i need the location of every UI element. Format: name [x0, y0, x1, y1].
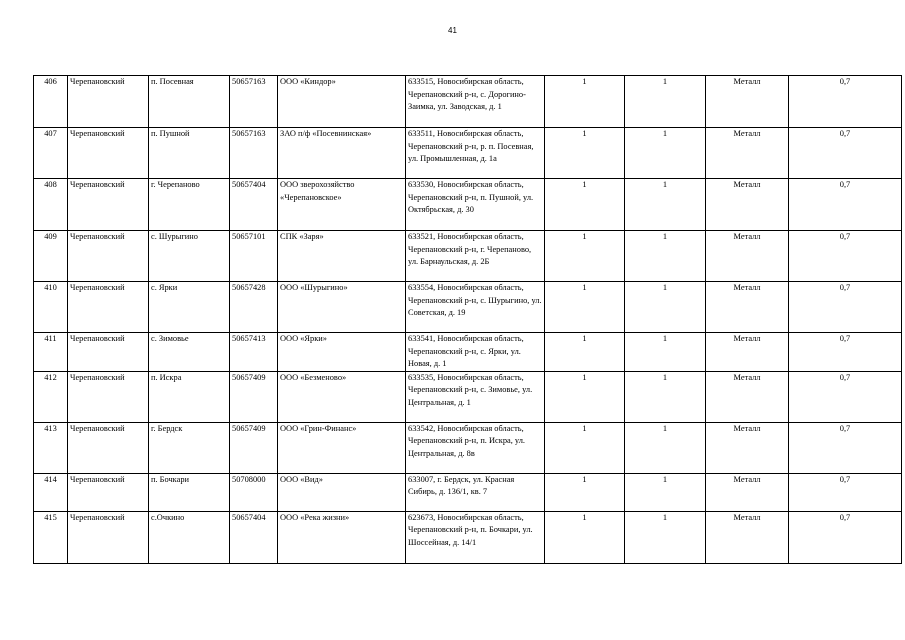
organization-cell: ООО «Киндор» [278, 76, 406, 128]
material-cell: Металл [706, 282, 789, 333]
row-number: 414 [34, 473, 68, 511]
table-row [34, 473, 902, 511]
quantity-1-cell: 1 [545, 282, 625, 333]
table-row [34, 511, 902, 563]
quantity-1-cell: 1 [545, 179, 625, 231]
table-row [34, 231, 902, 282]
material-cell: Металл [706, 333, 789, 372]
locality-cell: п. Пушной [149, 128, 230, 179]
material-cell: Металл [706, 422, 789, 473]
locality-cell: п. Посевная [149, 76, 230, 128]
row-number: 411 [34, 333, 68, 372]
organization-cell: ООО «Вид» [278, 473, 406, 511]
table-row [34, 282, 902, 333]
volume-cell: 0,7 [789, 473, 902, 511]
row-number: 412 [34, 371, 68, 422]
volume-cell: 0,7 [789, 128, 902, 179]
row-number: 413 [34, 422, 68, 473]
address-cell: 633554, Новосибирская область, Черепановский р-н, с. Шурыгино, ул. Советская, д. 19 [406, 282, 545, 333]
row-number: 409 [34, 231, 68, 282]
address-cell: 633535, Новосибирская область, Черепановский р-н, с. Зимовье, ул. Центральная, д. 1 [406, 371, 545, 422]
district-cell: Черепановский [68, 231, 149, 282]
quantity-1-cell: 1 [545, 371, 625, 422]
quantity-1-cell: 1 [545, 511, 625, 563]
quantity-1-cell: 1 [545, 473, 625, 511]
code-cell: 50657404 [230, 179, 278, 231]
quantity-1-cell: 1 [545, 128, 625, 179]
organization-cell: СПК «Заря» [278, 231, 406, 282]
code-cell: 50657404 [230, 511, 278, 563]
registry-table [33, 75, 902, 564]
volume-cell: 0,7 [789, 333, 902, 372]
table-row [34, 422, 902, 473]
organization-cell: ООО «Ярки» [278, 333, 406, 372]
table-row [34, 371, 902, 422]
code-cell: 50708000 [230, 473, 278, 511]
organization-cell: ООО «Грин-Финанс» [278, 422, 406, 473]
row-number: 410 [34, 282, 68, 333]
quantity-1-cell: 1 [545, 333, 625, 372]
code-cell: 50657163 [230, 76, 278, 128]
district-cell: Черепановский [68, 371, 149, 422]
material-cell: Металл [706, 231, 789, 282]
address-cell: 633541, Новосибирская область, Черепановский р-н, с. Ярки, ул. Новая, д. 1 [406, 333, 545, 372]
row-number: 407 [34, 128, 68, 179]
address-cell: 633542, Новосибирская область, Черепановский р-н, п. Искра, ул. Центральная, д. 8в [406, 422, 545, 473]
district-cell: Черепановский [68, 282, 149, 333]
volume-cell: 0,7 [789, 179, 902, 231]
volume-cell: 0,7 [789, 422, 902, 473]
table-row [34, 128, 902, 179]
locality-cell: г. Черепаново [149, 179, 230, 231]
quantity-2-cell: 1 [625, 473, 706, 511]
quantity-2-cell: 1 [625, 128, 706, 179]
locality-cell: с.Очкино [149, 511, 230, 563]
quantity-1-cell: 1 [545, 422, 625, 473]
quantity-2-cell: 1 [625, 511, 706, 563]
district-cell: Черепановский [68, 76, 149, 128]
district-cell: Черепановский [68, 128, 149, 179]
locality-cell: г. Бердск [149, 422, 230, 473]
row-number: 415 [34, 511, 68, 563]
material-cell: Металл [706, 371, 789, 422]
locality-cell: с. Шурыгино [149, 231, 230, 282]
quantity-2-cell: 1 [625, 179, 706, 231]
material-cell: Металл [706, 179, 789, 231]
code-cell: 50657413 [230, 333, 278, 372]
address-cell: 633530, Новосибирская область, Черепановский р-н, п. Пушной, ул. Октябрьская, д. 30 [406, 179, 545, 231]
material-cell: Металл [706, 473, 789, 511]
quantity-1-cell: 1 [545, 76, 625, 128]
quantity-1-cell: 1 [545, 231, 625, 282]
locality-cell: с. Ярки [149, 282, 230, 333]
organization-cell: ООО «Река жизни» [278, 511, 406, 563]
volume-cell: 0,7 [789, 371, 902, 422]
address-cell: 633511, Новосибирская область, Черепановский р-н, р. п. Посевная, ул. Промышленная, д. 1а [406, 128, 545, 179]
quantity-2-cell: 1 [625, 76, 706, 128]
row-number: 408 [34, 179, 68, 231]
page-number: 41 [448, 26, 457, 35]
code-cell: 50657409 [230, 371, 278, 422]
organization-cell: ЗАО п/ф «Посевнинская» [278, 128, 406, 179]
table-row [34, 333, 902, 372]
address-cell: 633521, Новосибирская область, Черепановский р-н, г. Черепаново, ул. Барнаульская, д. 2Б [406, 231, 545, 282]
address-cell: 633007, г. Бердск, ул. Красная Сибирь, д. 136/1, кв. 7 [406, 473, 545, 511]
table-row [34, 179, 902, 231]
table-row [34, 76, 902, 128]
district-cell: Черепановский [68, 333, 149, 372]
quantity-2-cell: 1 [625, 231, 706, 282]
volume-cell: 0,7 [789, 231, 902, 282]
locality-cell: п. Искра [149, 371, 230, 422]
quantity-2-cell: 1 [625, 422, 706, 473]
quantity-2-cell: 1 [625, 371, 706, 422]
organization-cell: ООО «Безменово» [278, 371, 406, 422]
organization-cell: ООО зверохозяйство «Черепановское» [278, 179, 406, 231]
address-cell: 623673, Новосибирская область, Черепановский р-н, п. Бочкари, ул. Шоссейная, д. 14/1 [406, 511, 545, 563]
locality-cell: п. Бочкари [149, 473, 230, 511]
volume-cell: 0,7 [789, 76, 902, 128]
address-cell: 633515, Новосибирская область, Черепановский р-н, с. Дорогино-Заимка, ул. Заводская, д. 1 [406, 76, 545, 128]
material-cell: Металл [706, 128, 789, 179]
code-cell: 50657163 [230, 128, 278, 179]
material-cell: Металл [706, 511, 789, 563]
row-number: 406 [34, 76, 68, 128]
district-cell: Черепановский [68, 422, 149, 473]
quantity-2-cell: 1 [625, 282, 706, 333]
organization-cell: ООО «Шурыгино» [278, 282, 406, 333]
district-cell: Черепановский [68, 511, 149, 563]
district-cell: Черепановский [68, 179, 149, 231]
quantity-2-cell: 1 [625, 333, 706, 372]
material-cell: Металл [706, 76, 789, 128]
district-cell: Черепановский [68, 473, 149, 511]
table-body [34, 76, 902, 564]
code-cell: 50657428 [230, 282, 278, 333]
volume-cell: 0,7 [789, 511, 902, 563]
code-cell: 50657409 [230, 422, 278, 473]
locality-cell: с. Зимовье [149, 333, 230, 372]
code-cell: 50657101 [230, 231, 278, 282]
volume-cell: 0,7 [789, 282, 902, 333]
